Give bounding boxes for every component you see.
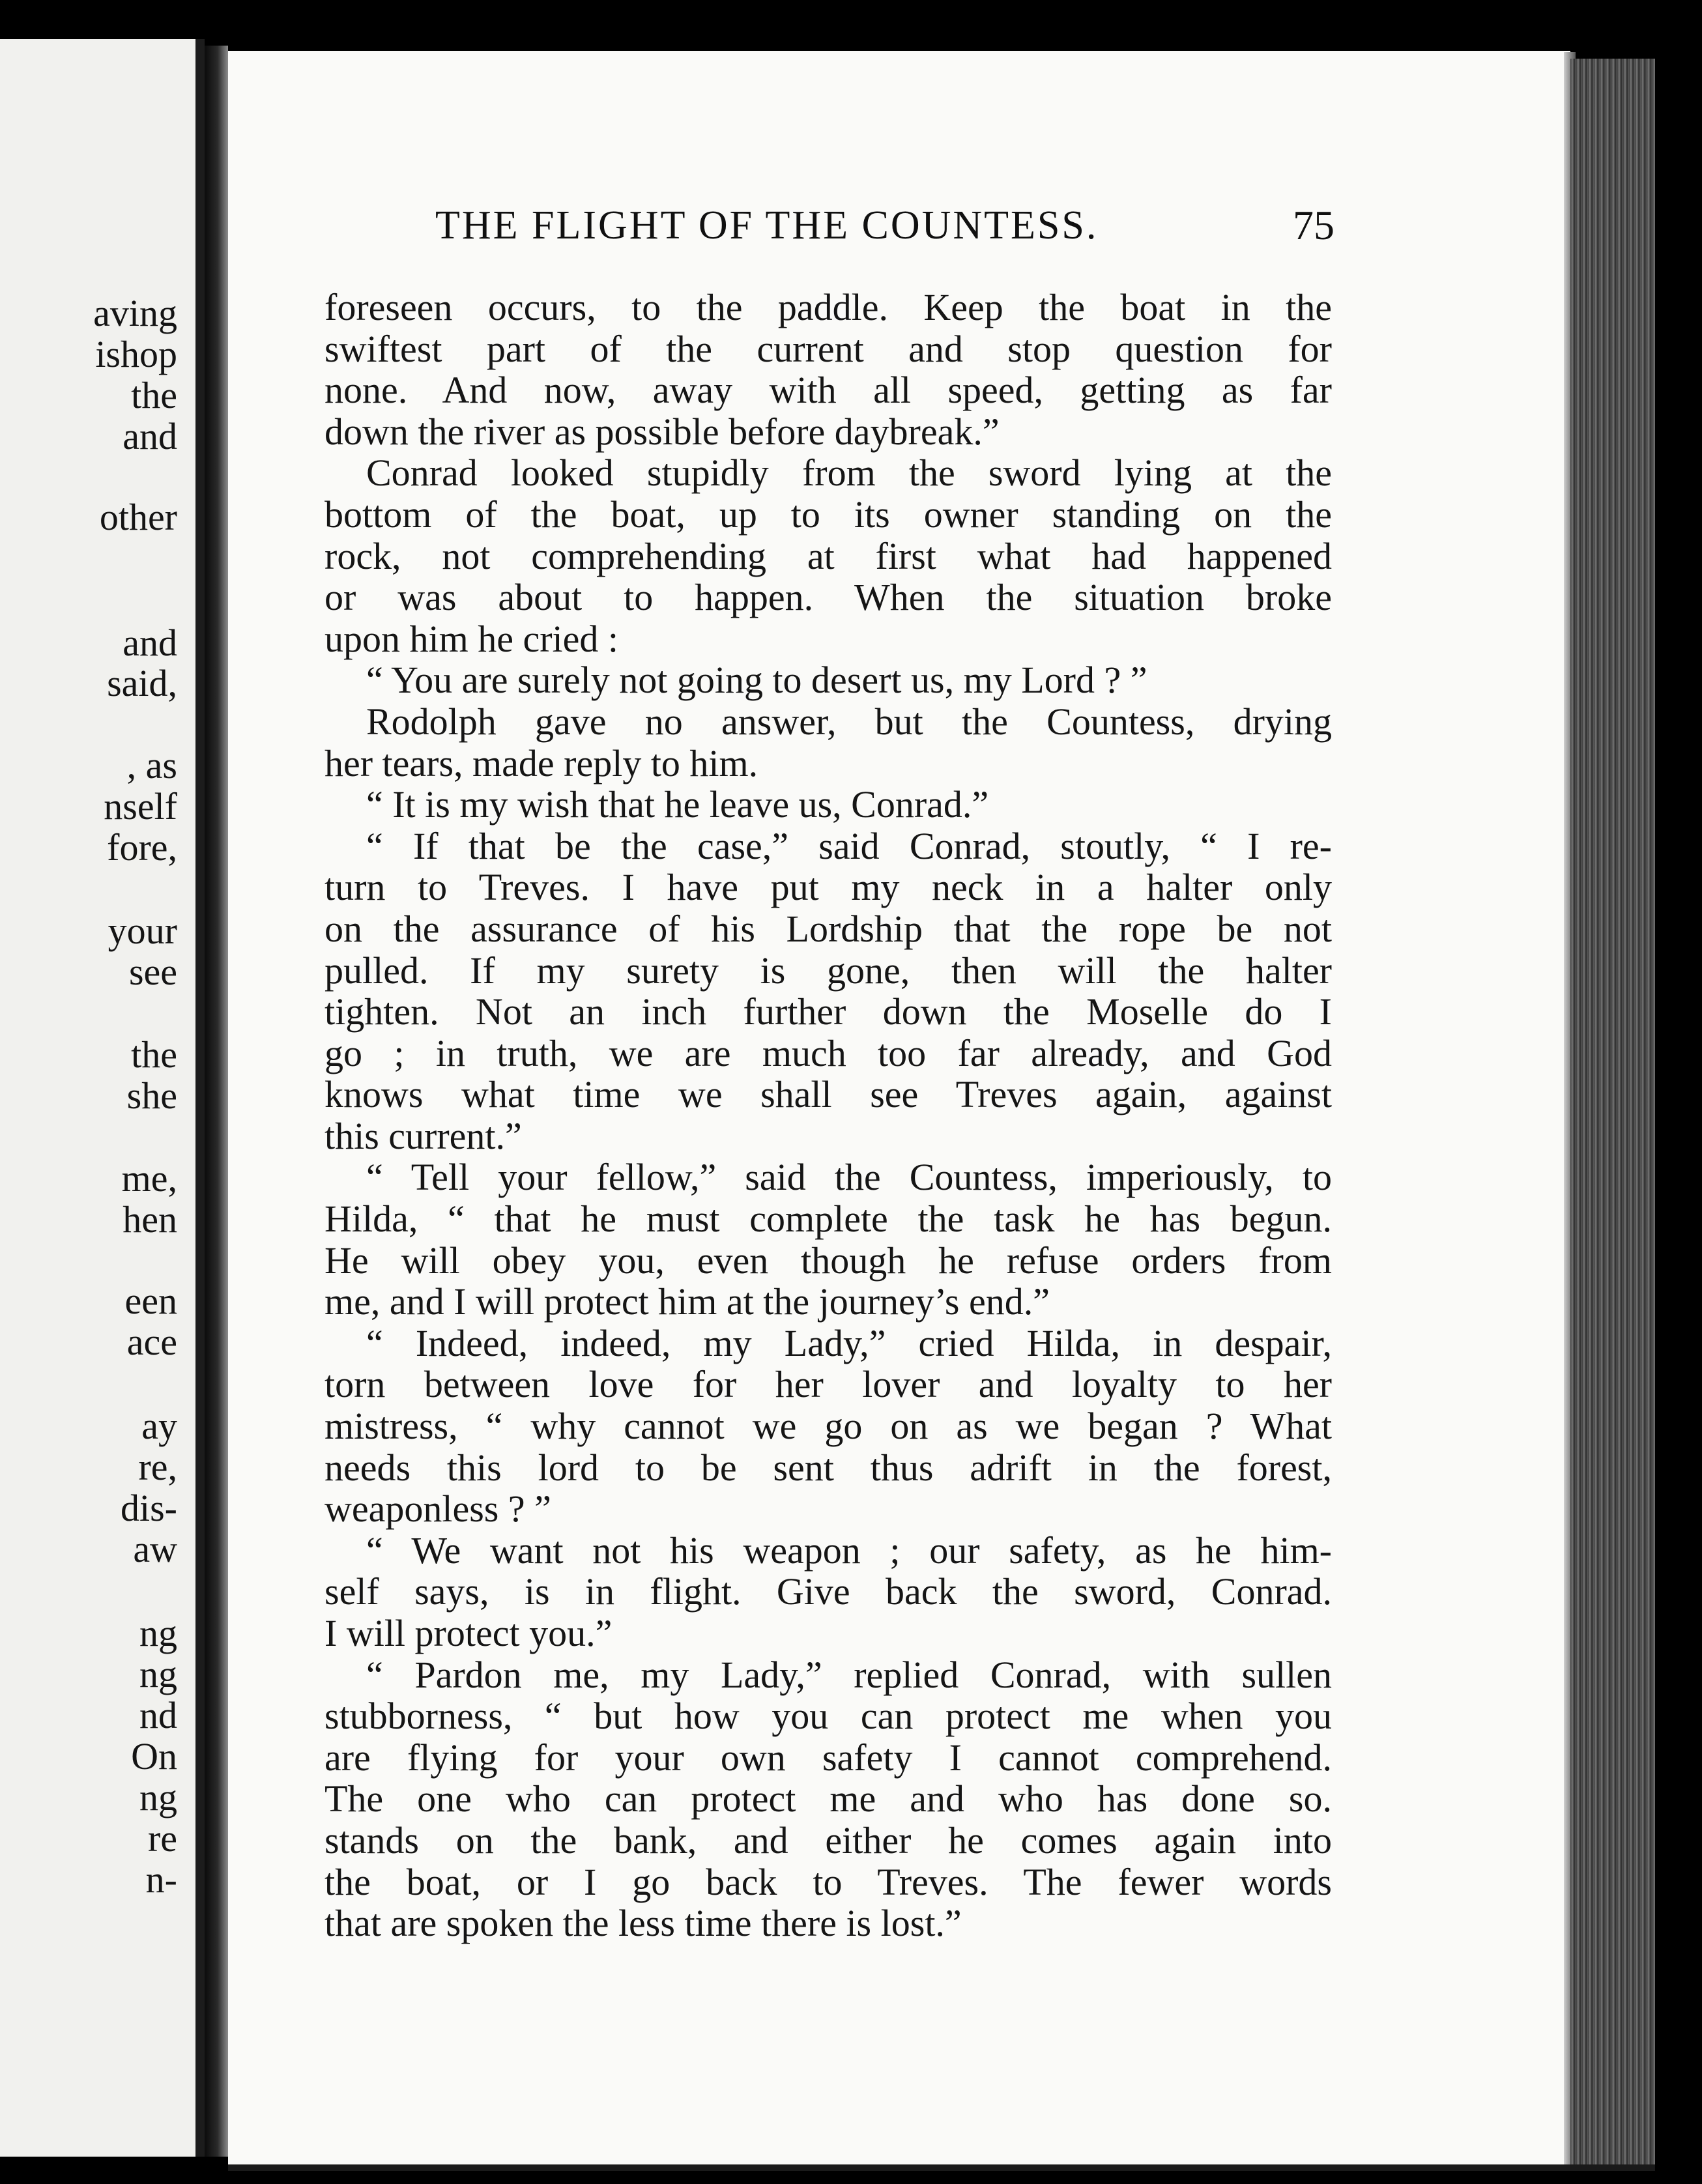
text-line: on the assurance of his Lordship that the rope be not xyxy=(325,907,1332,950)
facing-page-fragment: the xyxy=(131,1033,177,1076)
text-line: stands on the bank, and either he comes again into xyxy=(325,1818,1332,1861)
text-line: “ If that be the case,” said Conrad, stoutly, “ I re- xyxy=(366,824,1332,867)
facing-page-fragment: dis- xyxy=(121,1487,177,1529)
text-line: Rodolph gave no answer, but the Countess, drying xyxy=(366,700,1332,743)
body-text xyxy=(325,287,1332,1944)
gutter-shadow xyxy=(205,46,228,2157)
text-line: needs this lord to be sent thus adrift in the forest, xyxy=(325,1446,1332,1489)
text-line: pulled. If my surety is gone, then will the halter xyxy=(325,949,1332,992)
text-line: Conrad looked stupidly from the sword lying at the xyxy=(366,452,1332,495)
running-head xyxy=(435,199,1334,251)
text-line: “ It is my wish that he leave us, Conrad.” xyxy=(366,783,989,826)
facing-page-fragment: your xyxy=(108,910,177,952)
text-line: down the river as possible before daybreak.” xyxy=(325,410,1000,453)
facing-page-fragment: , as xyxy=(126,744,177,786)
facing-page-fragment: other xyxy=(99,496,177,538)
text-line: knows what time we shall see Treves again, against xyxy=(325,1073,1332,1116)
page-block-edges xyxy=(1570,59,1655,2166)
facing-page-fragment: and xyxy=(123,622,177,664)
text-line: none. And now, away with all speed, getting as far xyxy=(325,369,1332,412)
facing-page-fragment: said, xyxy=(107,662,177,704)
facing-page-fragment: she xyxy=(126,1074,177,1117)
text-line: bottom of the boat, up to its owner standing on the xyxy=(325,493,1332,536)
running-title: THE FLIGHT OF THE COUNTESS. xyxy=(435,203,1099,248)
facing-page-fragment: nd xyxy=(139,1694,177,1736)
facing-page-fragment: see xyxy=(128,951,177,993)
text-line: “ Indeed, indeed, my Lady,” cried Hilda, in despair, xyxy=(366,1321,1332,1364)
text-line: swiftest part of the current and stop question for xyxy=(325,327,1332,370)
text-line: upon him he cried : xyxy=(325,617,619,660)
facing-page-fragment: On xyxy=(131,1735,177,1777)
text-line: mistress, “ why cannot we go on as we began ? What xyxy=(325,1405,1332,1448)
text-line: her tears, made reply to him. xyxy=(325,741,758,784)
facing-page-fragment: ishop xyxy=(95,333,177,375)
text-line: are flying for your own safety I cannot comprehend. xyxy=(325,1736,1332,1779)
facing-page-fragment: ay xyxy=(141,1405,177,1447)
facing-page-fragment: and xyxy=(123,415,177,457)
text-line: that are spoken the less time there is lost.” xyxy=(325,1902,962,1945)
text-line: foreseen occurs, to the paddle. Keep the boat in the xyxy=(325,286,1332,328)
facing-page-fragment: ng xyxy=(139,1612,177,1654)
facing-page-fragment: the xyxy=(131,374,177,416)
text-line: rock, not comprehending at first what had happened xyxy=(325,534,1332,577)
text-line: stubborness, “ but how you can protect me when you xyxy=(325,1695,1332,1738)
facing-page-fragment: aving xyxy=(93,292,177,334)
facing-page-fragment: nself xyxy=(104,785,177,827)
text-line: me, and I will protect him at the journey’s end.” xyxy=(325,1280,1050,1323)
text-line: go ; in truth, we are much too far already, and God xyxy=(325,1031,1332,1074)
facing-page-fragment: ng xyxy=(139,1653,177,1695)
scan-bottom-edge xyxy=(228,2164,1655,2171)
text-line: “ Tell your fellow,” said the Countess, imperiously, to xyxy=(366,1156,1332,1199)
text-line: Hilda, “ that he must complete the task he has begun. xyxy=(325,1198,1332,1241)
text-line: this current.” xyxy=(325,1114,522,1157)
facing-page-fragment: hen xyxy=(123,1198,177,1241)
facing-page-fragment: aw xyxy=(133,1528,177,1570)
text-line: I will protect you.” xyxy=(325,1612,613,1654)
text-line: tighten. Not an inch further down the Moselle do I xyxy=(325,990,1332,1033)
text-line: The one who can protect me and who has done so. xyxy=(325,1777,1332,1820)
facing-page-fragment: ace xyxy=(126,1321,177,1363)
text-line: or was about to happen. When the situation broke xyxy=(325,576,1332,619)
facing-page-fragment: ng xyxy=(139,1776,177,1818)
page-number: 75 xyxy=(1293,202,1334,248)
text-line: torn between love for her lover and loyalty to her xyxy=(325,1363,1332,1406)
text-line: self says, is in flight. Give back the sword, Conrad. xyxy=(325,1570,1332,1613)
facing-page-fragment: n- xyxy=(145,1858,177,1901)
text-line: “ Pardon me, my Lady,” replied Conrad, with sullen xyxy=(366,1653,1332,1696)
facing-page-fragment: me, xyxy=(121,1157,177,1200)
text-line: weaponless ? ” xyxy=(325,1487,551,1530)
facing-page-fragment: een xyxy=(124,1280,177,1322)
facing-page-fragment: re, xyxy=(138,1446,177,1488)
text-line: “ You are surely not going to desert us, my Lord ? ” xyxy=(366,659,1147,702)
text-line: turn to Treves. I have put my neck in a halter only xyxy=(325,866,1332,909)
facing-page-fragment: fore, xyxy=(107,826,177,869)
text-line: the boat, or I go back to Treves. The fewer words xyxy=(325,1860,1332,1903)
facing-page-fragment: re xyxy=(147,1817,177,1860)
facing-page xyxy=(0,39,205,2157)
text-line: He will obey you, even though he refuse orders from xyxy=(325,1239,1332,1282)
text-line: “ We want not his weapon ; our safety, as he him- xyxy=(366,1529,1332,1572)
